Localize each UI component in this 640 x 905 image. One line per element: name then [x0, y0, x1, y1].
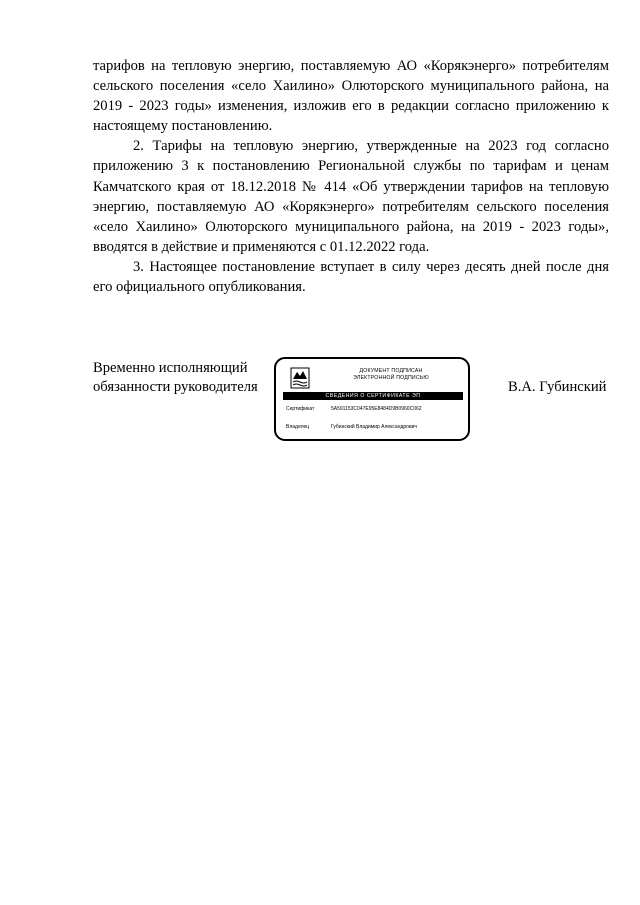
owner-label: Владелец [286, 424, 310, 430]
signatory-name: В.А. Губинский [508, 379, 607, 395]
certificate-label: Сертификат [286, 406, 315, 412]
coat-of-arms-icon [290, 367, 310, 389]
paragraph-continuation: тарифов на тепловую энергию, поставляемую АО «Корякэнерго» потребителям сельского поселения «село Хаилино» Олюторского муниципального района, на 2019 - 2023 годы» изменения, изложив его в редакции согласно приложению к настоящему постановлению. [93, 58, 609, 135]
stamp-header-line2: ЭЛЕКТРОННОЙ ПОДПИСЬЮ [353, 375, 429, 381]
electronic-signature-stamp [274, 357, 470, 441]
stamp-header-line1: ДОКУМЕНТ ПОДПИСАН [359, 368, 423, 374]
stamp-owner-row [286, 424, 418, 430]
signatory-position-line1: Временно исполняющий [93, 360, 248, 376]
paragraph-2: 2. Тарифы на тепловую энергию, утвержденные на 2023 год согласно приложению 3 к постановлению Региональной службы по тарифам и ценам Камчатского края от 18.12.2018 № 414 «Об утверждении тарифов на тепловую энергию, поставляемую АО «Корякэнерго» потребителям сельского поселения «село Хаилино» Олюторского муниципального района, на 2019 - 2023 годы», вводятся в действие и применяются с 01.12.2022 года. [93, 138, 609, 255]
signatory-position-line2: обязанности руководителя [93, 379, 258, 395]
paragraph-3: 3. Настоящее постановление вступает в силу через десять дней после дня его официального опубликования. [93, 258, 609, 296]
owner-value: Губинский Владимир Александрович [331, 424, 418, 430]
certificate-value: 5A591153C047E95E8484D9B0960C062 [331, 406, 422, 412]
stamp-certificate-row [286, 406, 422, 412]
signatory-position [93, 359, 258, 397]
document-body [93, 56, 609, 297]
stamp-certificate-band: СВЕДЕНИЯ О СЕРТИФИКАТЕ ЭП [283, 392, 463, 400]
